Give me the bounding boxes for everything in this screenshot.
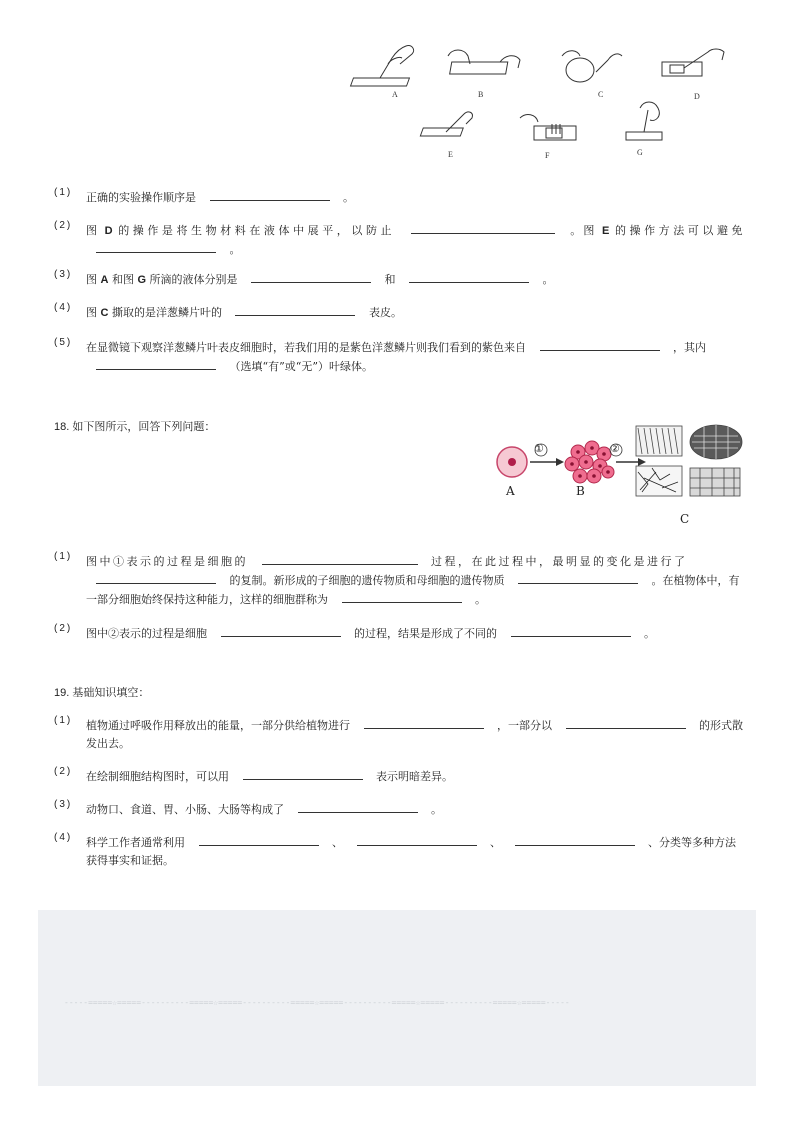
item-number: (4): [54, 302, 73, 313]
text: 和: [384, 273, 396, 286]
item-number: (2): [54, 220, 73, 231]
q19-item-1: [54, 716, 744, 753]
answer-blank[interactable]: [96, 240, 216, 253]
text: D: [104, 225, 113, 237]
step-label-c: C: [598, 90, 604, 99]
answer-blank[interactable]: [515, 833, 635, 846]
text: 。图: [570, 224, 597, 237]
text: 的操作方法可以避免: [614, 224, 745, 237]
answer-blank[interactable]: [298, 800, 418, 813]
text: 植物通过呼吸作用释放出的能量，一部分供给植物进行: [86, 719, 350, 732]
cell-label-a: A: [506, 484, 515, 498]
cell-label-c: C: [680, 512, 690, 526]
answer-blank[interactable]: [566, 716, 686, 729]
text: E: [602, 225, 610, 237]
text: 表皮。: [368, 306, 402, 319]
text: 的复制。新形成的子细胞的遗传物质和母细胞的遗传物质: [229, 574, 505, 587]
answer-blank[interactable]: [342, 590, 462, 603]
q19-item-4: [54, 833, 744, 870]
step-a-drawing: [351, 46, 414, 86]
text: 的操作是将生物材料在液体中展平，以防止: [118, 224, 396, 237]
text: 的形式散发出去。: [86, 719, 743, 750]
item-number: (1): [54, 551, 73, 562]
answer-blank[interactable]: [235, 303, 355, 316]
q17-item-1: [54, 188, 744, 207]
answer-blank[interactable]: [251, 270, 371, 283]
item-number: (3): [54, 269, 73, 280]
q17-item-5: [54, 338, 744, 376]
text: 。在植物体中，有一部分细胞始终保持这种能力，这样的细胞群称为: [86, 574, 740, 606]
step-e-drawing: [420, 112, 472, 136]
answer-blank[interactable]: [221, 624, 341, 637]
text: 图: [86, 273, 97, 286]
q17-item-2: [54, 221, 744, 259]
text: 。: [542, 273, 554, 286]
text: 图中①表示的过程是细胞的: [86, 555, 248, 568]
answer-blank[interactable]: [511, 624, 631, 637]
text: 、: [332, 836, 343, 849]
answer-blank[interactable]: [357, 833, 477, 846]
item-number: (2): [54, 766, 73, 777]
text: 。: [431, 803, 442, 816]
step-label-d: D: [694, 92, 700, 101]
answer-blank[interactable]: [364, 716, 484, 729]
answer-blank[interactable]: [96, 357, 216, 370]
step-g-drawing: [626, 102, 662, 140]
answer-blank[interactable]: [210, 188, 330, 201]
step-1-label: ①: [534, 442, 544, 455]
answer-blank[interactable]: [262, 552, 418, 565]
text: ，一部分以: [497, 719, 552, 732]
q17-item-4: [54, 303, 744, 322]
text: 正确的实验操作顺序是: [86, 191, 196, 204]
text: A: [100, 274, 109, 286]
step-c-drawing: [562, 51, 622, 82]
text: G: [137, 274, 147, 286]
cell-label-b: B: [576, 484, 585, 498]
text: 的过程，结果是形成了不同的: [354, 627, 497, 640]
item-number: (1): [54, 715, 73, 726]
step-2-label: ②: [610, 442, 620, 455]
step-label-e: E: [448, 150, 453, 159]
text: 。: [475, 593, 486, 606]
q17-item-3: [54, 270, 744, 289]
step-d-drawing: [662, 49, 724, 76]
text: 所滴的液体分别是: [149, 273, 238, 286]
answer-blank[interactable]: [518, 571, 638, 584]
text: 科学工作者通常利用: [86, 836, 185, 849]
answer-blank[interactable]: [409, 270, 529, 283]
text: 、分类等多种方法获得事实和证据。: [86, 836, 736, 867]
text: 撕取的是洋葱鳞片叶的: [111, 306, 222, 319]
text: 和图: [111, 273, 134, 286]
text: 表示明暗差异。: [376, 770, 453, 783]
item-number: (4): [54, 832, 73, 843]
step-b-drawing: [448, 50, 520, 74]
text: 、: [490, 836, 501, 849]
q18-item-1: [54, 552, 744, 609]
text: 。: [343, 191, 354, 204]
text: 在绘制细胞结构图时，可以用: [86, 770, 229, 783]
text: 。: [229, 243, 241, 256]
answer-blank[interactable]: [243, 767, 363, 780]
answer-blank[interactable]: [411, 221, 555, 234]
step-f-drawing: [520, 115, 576, 140]
text: 在显微镜下观察洋葱鳞片叶表皮细胞时，若我们用的是紫色洋葱鳞片则我们看到的紫色来自: [86, 341, 526, 354]
text: （选填“有”或“无”）叶绿体。: [229, 360, 373, 373]
cell-division-figure: [492, 422, 748, 532]
item-number: (5): [54, 337, 73, 348]
text: C: [100, 307, 109, 319]
text: 图中②表示的过程是细胞: [86, 627, 207, 640]
q19-item-3: [54, 800, 744, 819]
answer-blank[interactable]: [199, 833, 319, 846]
footer-divider: -----=====☆=====----------=====☆=====----------=====☆=====----------=====☆=====----------=====☆=====-----: [64, 998, 570, 1007]
text: 图: [86, 224, 100, 237]
answer-blank[interactable]: [96, 571, 216, 584]
q18-title: 18. 如下图所示，回答下列问题：: [54, 421, 216, 433]
item-number: (3): [54, 799, 73, 810]
q19-item-2: [54, 767, 744, 786]
text: ，其内: [673, 341, 706, 354]
experiment-steps-figure: [340, 38, 760, 168]
step-label-g: G: [637, 148, 643, 157]
step-label-a: A: [392, 90, 398, 99]
q18-item-2: [54, 624, 744, 643]
text: 图: [86, 306, 97, 319]
q19-title: 19. 基础知识填空：: [54, 687, 150, 699]
item-number: (2): [54, 623, 73, 634]
text: 过程，在此过程中，最明显的变化是进行了: [431, 555, 688, 568]
step-label-b: B: [478, 90, 484, 99]
text: 。: [644, 627, 655, 640]
item-number: (1): [54, 187, 73, 198]
step-label-f: F: [545, 151, 550, 160]
text: 动物口、食道、胃、小肠、大肠等构成了: [86, 803, 284, 816]
answer-blank[interactable]: [540, 338, 660, 351]
